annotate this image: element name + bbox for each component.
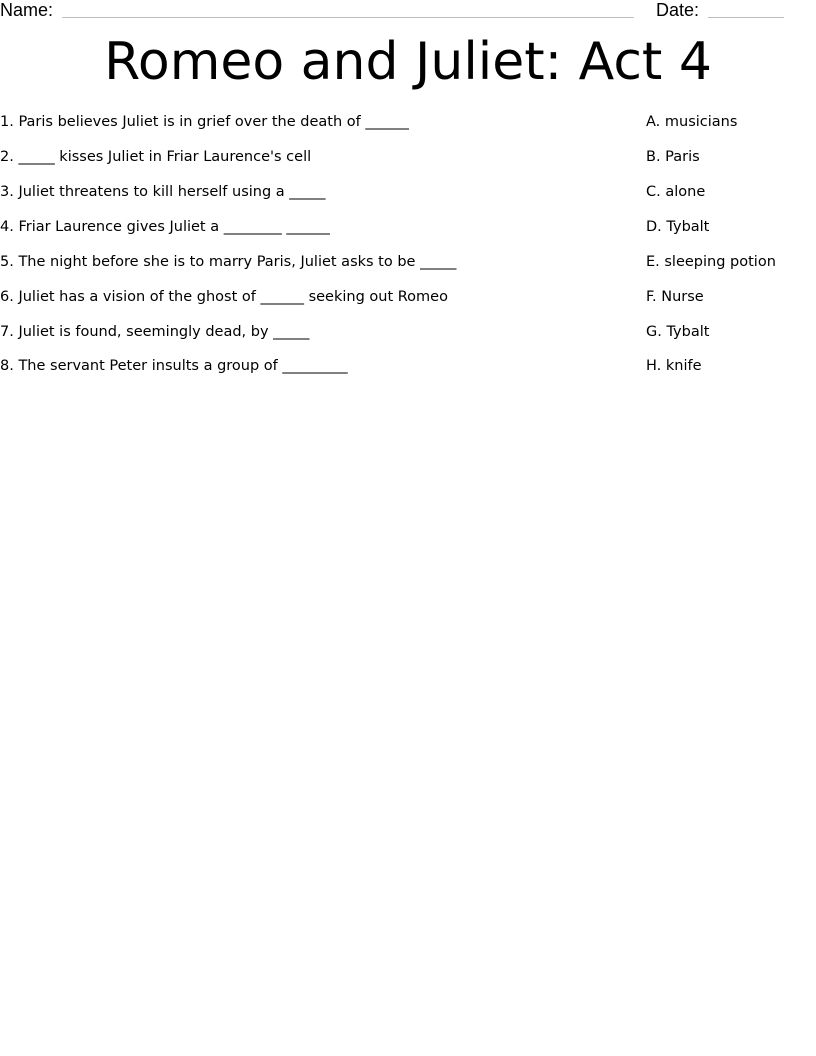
answer-item: F. Nurse <box>646 289 704 305</box>
name-label: Name: <box>0 0 54 20</box>
header-row <box>0 0 816 22</box>
question-item: 8. The servant Peter insults a group of _________ <box>0 358 348 374</box>
answer-item: H. knife <box>646 358 702 374</box>
answer-item: B. Paris <box>646 149 700 165</box>
question-item: 1. Paris believes Juliet is in grief over the death of ______ <box>0 114 409 130</box>
answer-item: G. Tybalt <box>646 324 710 340</box>
question-item: 4. Friar Laurence gives Juliet a ________ ______ <box>0 219 330 235</box>
question-item: 3. Juliet threatens to kill herself using a _____ <box>0 184 326 200</box>
answer-item: E. sleeping potion <box>646 254 776 270</box>
page-title: Romeo and Juliet: Act 4 <box>104 32 712 92</box>
question-item: 2. _____ kisses Juliet in Friar Laurence's cell <box>0 149 312 165</box>
answer-item: C. alone <box>646 184 706 200</box>
name-field-line[interactable] <box>62 17 634 18</box>
question-item: 6. Juliet has a vision of the ghost of ______ seeking out Romeo <box>0 289 448 305</box>
answer-item: D. Tybalt <box>646 219 710 235</box>
question-item: 5. The night before she is to marry Paris, Juliet asks to be _____ <box>0 254 457 270</box>
date-field-line[interactable] <box>708 17 784 18</box>
answer-item: A. musicians <box>646 114 738 130</box>
question-item: 7. Juliet is found, seemingly dead, by _____ <box>0 324 310 340</box>
date-label: Date: <box>656 0 700 20</box>
